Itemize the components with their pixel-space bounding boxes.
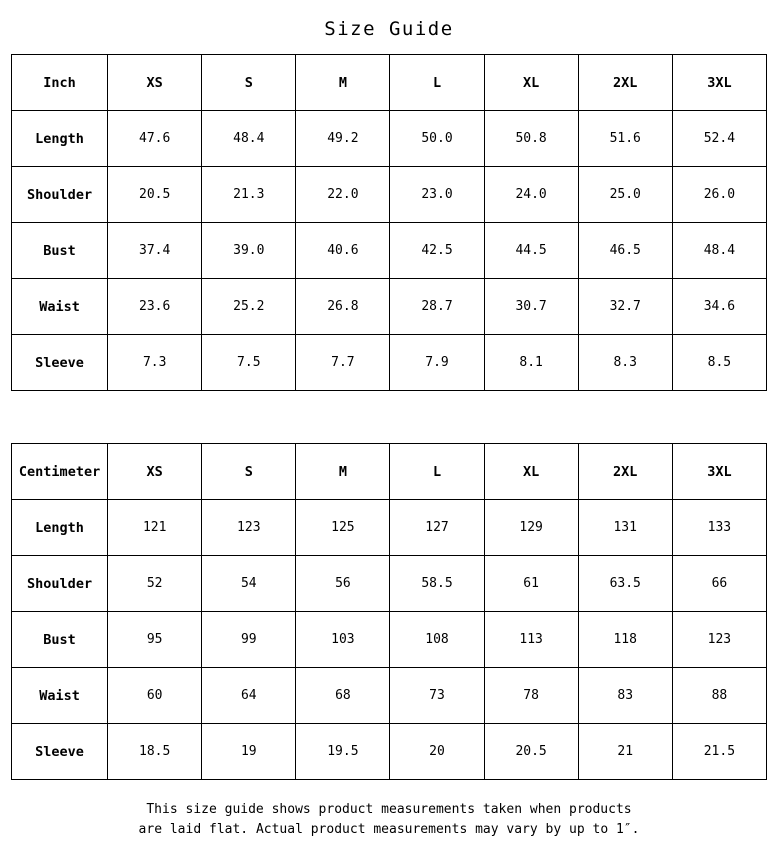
cell-value: 8.5 <box>672 335 766 391</box>
cell-value: 64 <box>202 668 296 724</box>
column-header-s: S <box>202 55 296 111</box>
cell-value: 99 <box>202 612 296 668</box>
cell-value: 127 <box>390 500 484 556</box>
cell-value: 44.5 <box>484 223 578 279</box>
table-row <box>12 111 767 167</box>
unit-label-inch: Inch <box>12 55 108 111</box>
cell-value: 25.0 <box>578 167 672 223</box>
row-label-bust: Bust <box>12 612 108 668</box>
cell-value: 20.5 <box>108 167 202 223</box>
column-header-xl: XL <box>484 444 578 500</box>
cell-value: 32.7 <box>578 279 672 335</box>
cell-value: 7.7 <box>296 335 390 391</box>
cell-value: 54 <box>202 556 296 612</box>
centimeter-table-container <box>11 443 767 780</box>
column-header-s: S <box>202 444 296 500</box>
cell-value: 73 <box>390 668 484 724</box>
table-row <box>12 279 767 335</box>
column-header-3xl: 3XL <box>672 55 766 111</box>
row-label-bust: Bust <box>12 223 108 279</box>
cell-value: 21.5 <box>672 724 766 780</box>
row-label-sleeve: Sleeve <box>12 724 108 780</box>
column-header-m: M <box>296 444 390 500</box>
cell-value: 39.0 <box>202 223 296 279</box>
table-row <box>12 500 767 556</box>
cell-value: 20.5 <box>484 724 578 780</box>
table-header-row <box>12 55 767 111</box>
cell-value: 25.2 <box>202 279 296 335</box>
column-header-l: L <box>390 55 484 111</box>
table-separator <box>0 391 778 443</box>
cell-value: 129 <box>484 500 578 556</box>
cell-value: 108 <box>390 612 484 668</box>
row-label-length: Length <box>12 500 108 556</box>
cell-value: 23.0 <box>390 167 484 223</box>
cell-value: 47.6 <box>108 111 202 167</box>
cell-value: 48.4 <box>202 111 296 167</box>
row-label-waist: Waist <box>12 279 108 335</box>
cell-value: 18.5 <box>108 724 202 780</box>
column-header-xl: XL <box>484 55 578 111</box>
cell-value: 118 <box>578 612 672 668</box>
column-header-xs: XS <box>108 444 202 500</box>
cell-value: 23.6 <box>108 279 202 335</box>
cell-value: 37.4 <box>108 223 202 279</box>
cell-value: 58.5 <box>390 556 484 612</box>
cell-value: 24.0 <box>484 167 578 223</box>
column-header-2xl: 2XL <box>578 55 672 111</box>
row-label-length: Length <box>12 111 108 167</box>
column-header-3xl: 3XL <box>672 444 766 500</box>
cell-value: 34.6 <box>672 279 766 335</box>
cell-value: 48.4 <box>672 223 766 279</box>
table-row <box>12 335 767 391</box>
inch-size-table <box>11 54 767 391</box>
row-label-shoulder: Shoulder <box>12 167 108 223</box>
table-row <box>12 612 767 668</box>
cell-value: 7.3 <box>108 335 202 391</box>
footnote <box>0 800 778 840</box>
row-label-sleeve: Sleeve <box>12 335 108 391</box>
unit-label-centimeter: Centimeter <box>12 444 108 500</box>
cell-value: 50.0 <box>390 111 484 167</box>
cell-value: 46.5 <box>578 223 672 279</box>
cell-value: 123 <box>672 612 766 668</box>
cell-value: 7.9 <box>390 335 484 391</box>
cell-value: 40.6 <box>296 223 390 279</box>
cell-value: 83 <box>578 668 672 724</box>
cell-value: 8.1 <box>484 335 578 391</box>
table-row <box>12 668 767 724</box>
cell-value: 52.4 <box>672 111 766 167</box>
centimeter-size-table <box>11 443 767 780</box>
cell-value: 21 <box>578 724 672 780</box>
cell-value: 26.8 <box>296 279 390 335</box>
cell-value: 60 <box>108 668 202 724</box>
inch-table-container <box>11 54 767 391</box>
column-header-m: M <box>296 55 390 111</box>
cell-value: 52 <box>108 556 202 612</box>
cell-value: 68 <box>296 668 390 724</box>
row-label-shoulder: Shoulder <box>12 556 108 612</box>
cell-value: 20 <box>390 724 484 780</box>
cell-value: 66 <box>672 556 766 612</box>
column-header-2xl: 2XL <box>578 444 672 500</box>
cell-value: 19 <box>202 724 296 780</box>
cell-value: 26.0 <box>672 167 766 223</box>
cell-value: 63.5 <box>578 556 672 612</box>
row-label-waist: Waist <box>12 668 108 724</box>
cell-value: 131 <box>578 500 672 556</box>
cell-value: 88 <box>672 668 766 724</box>
table-row <box>12 556 767 612</box>
cell-value: 21.3 <box>202 167 296 223</box>
cell-value: 28.7 <box>390 279 484 335</box>
cell-value: 78 <box>484 668 578 724</box>
cell-value: 61 <box>484 556 578 612</box>
cell-value: 113 <box>484 612 578 668</box>
cell-value: 22.0 <box>296 167 390 223</box>
footnote-line-2: are laid flat. Actual product measurements may vary by up to 1″. <box>138 822 640 837</box>
cell-value: 51.6 <box>578 111 672 167</box>
cell-value: 133 <box>672 500 766 556</box>
cell-value: 123 <box>202 500 296 556</box>
cell-value: 56 <box>296 556 390 612</box>
cell-value: 30.7 <box>484 279 578 335</box>
cell-value: 50.8 <box>484 111 578 167</box>
cell-value: 125 <box>296 500 390 556</box>
cell-value: 121 <box>108 500 202 556</box>
cell-value: 103 <box>296 612 390 668</box>
table-row <box>12 724 767 780</box>
table-header-row <box>12 444 767 500</box>
table-row <box>12 223 767 279</box>
column-header-xs: XS <box>108 55 202 111</box>
cell-value: 42.5 <box>390 223 484 279</box>
cell-value: 8.3 <box>578 335 672 391</box>
table-row <box>12 167 767 223</box>
cell-value: 7.5 <box>202 335 296 391</box>
page-title: Size Guide <box>324 18 454 40</box>
footnote-line-1: This size guide shows product measurements taken when products <box>146 802 632 817</box>
column-header-l: L <box>390 444 484 500</box>
cell-value: 95 <box>108 612 202 668</box>
cell-value: 49.2 <box>296 111 390 167</box>
cell-value: 19.5 <box>296 724 390 780</box>
